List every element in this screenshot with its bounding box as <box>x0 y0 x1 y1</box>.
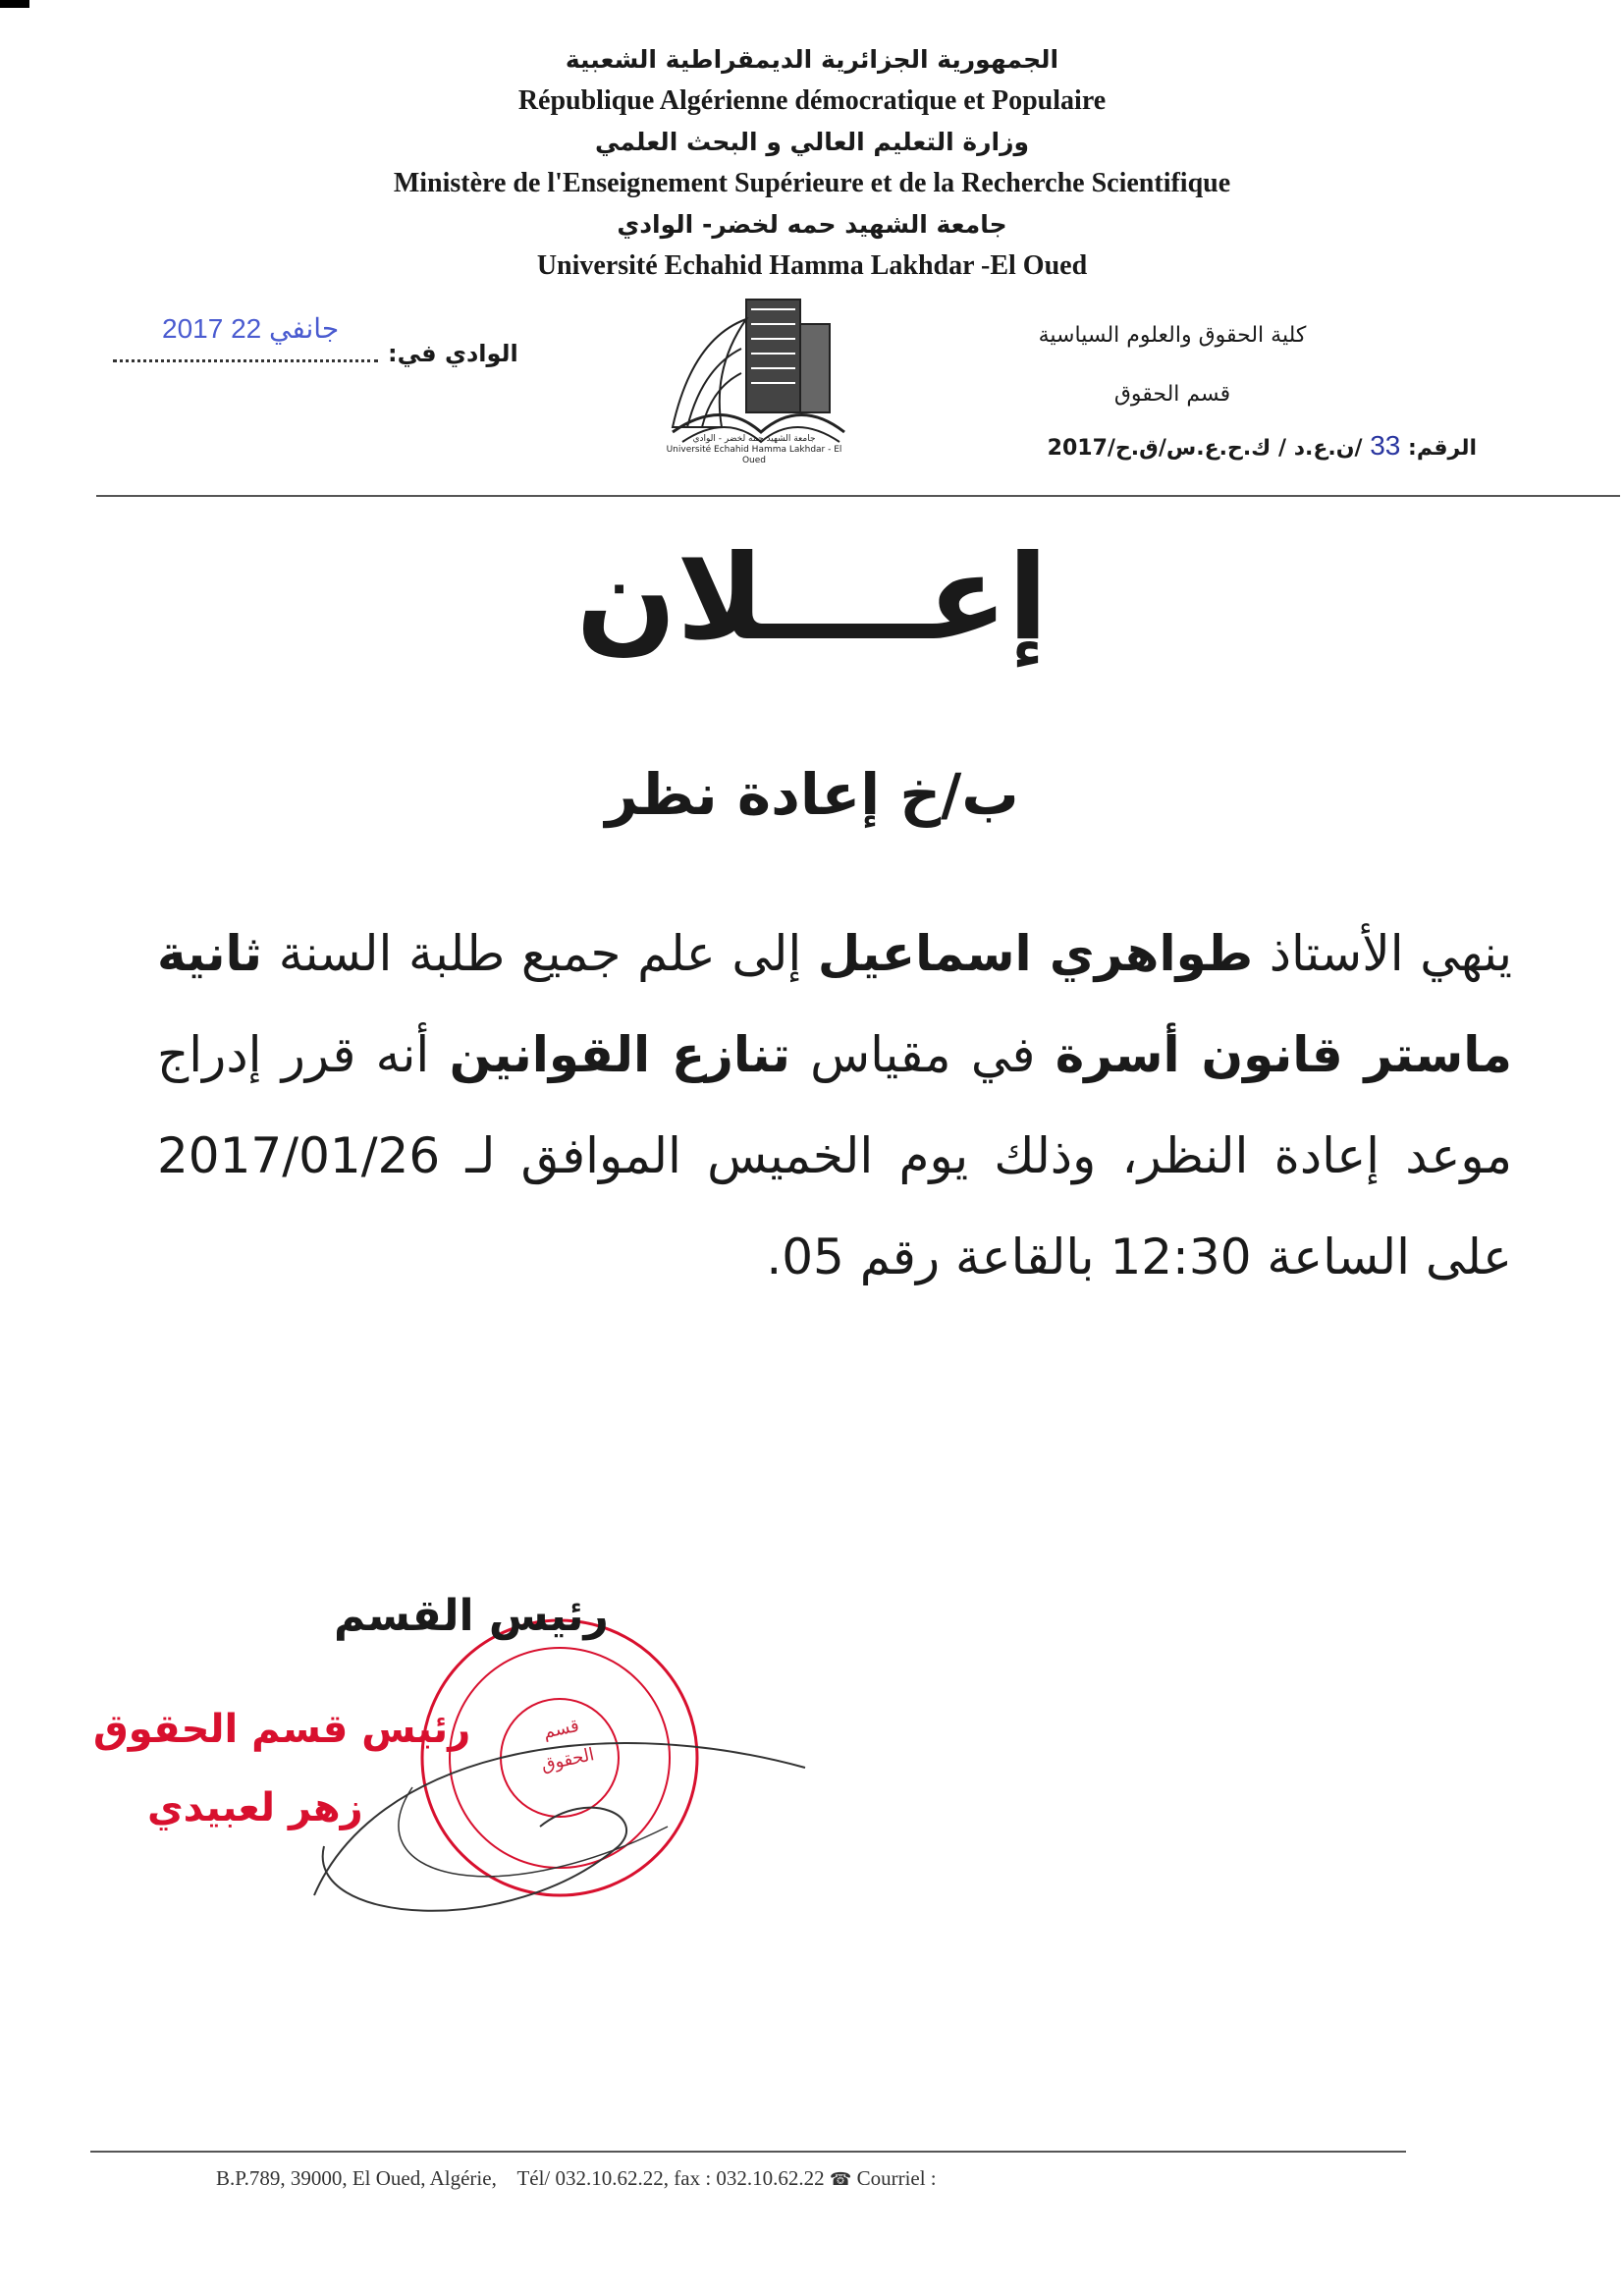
university-name-ar: جامعة الشهيد حمه لخضر- الوادي <box>617 210 1007 239</box>
body-part-3: في مقياس <box>789 1026 1056 1083</box>
department-name: قسم الحقوق <box>1113 382 1231 407</box>
phone-icon: ☎ <box>829 2169 852 2189</box>
announcement-subtitle: ب/خ إعادة نظر <box>605 761 1019 828</box>
signatory-name: زهر لعبيدي <box>147 1785 363 1830</box>
ministry-name-ar: وزارة التعليم العالي و البحث العلمي <box>594 128 1030 156</box>
body-part-4: أنه قرر إدراج موعد إعادة النظر، وذلك يوم الخميس الموافق لـ 2017/01/26 على الساعة 12:30 بالقاعة رقم 05. <box>157 1026 1512 1285</box>
republic-name-ar: الجمهورية الجزائرية الديمقراطية الشعبية <box>565 45 1059 74</box>
footer-divider <box>90 2151 1406 2153</box>
footer-email-label: Courriel : <box>856 2166 937 2190</box>
announcement-body <box>157 903 1512 1308</box>
date-dotted-line <box>113 359 378 362</box>
signature-title: رئيس القسم <box>334 1591 609 1641</box>
announcement-title: إعــــلان <box>575 530 1049 667</box>
header-divider <box>96 495 1620 497</box>
signature-role: رئيس قسم الحقوق <box>93 1707 471 1752</box>
faculty-name: كلية الحقوق والعلوم السياسية <box>1038 323 1307 348</box>
logo-caption-ar: جامعة الشهيد حمه لخضر - الوادي <box>692 434 816 444</box>
logo-caption-fr: Université Echahid Hamma Lakhdar - El Oued <box>666 445 842 465</box>
teacher-name: طواهري اسماعيل <box>817 925 1254 982</box>
seal-label: قسم الحقوق <box>539 1715 597 1776</box>
reference-code: /ن.ع.د / ك.ح.ع.س/ق.ح/2017 <box>1047 436 1363 461</box>
faculty-block <box>927 306 1418 424</box>
university-name-fr: Université Echahid Hamma Lakhdar -El Oued <box>536 250 1088 281</box>
letterhead <box>0 39 1624 287</box>
logo-caption <box>656 434 852 466</box>
official-seal-icon <box>295 1601 844 1954</box>
reference-label: الرقم: <box>1408 436 1477 461</box>
course-name: تنازع القوانين <box>449 1026 790 1083</box>
footer-address: B.P.789, 39000, El Oued, Algérie, Tél/ 032.10.62.22, fax : 032.10.62.22 <box>216 2166 825 2190</box>
date-label: الوادي في: <box>388 340 518 367</box>
reference-line <box>1048 430 1477 462</box>
body-part-1: ينهي الأستاذ <box>1253 925 1512 982</box>
footer-contact <box>216 2166 937 2191</box>
republic-name-fr: République Algérienne démocratique et Populaire <box>517 85 1107 116</box>
ministry-name-fr: Ministère de l'Enseignement Supérieure et de la Recherche Scientifique <box>393 168 1231 198</box>
reference-number: 33 <box>1370 430 1401 461</box>
body-part-2: إلى علم جميع طلبة السنة <box>262 925 818 982</box>
scan-edge-mark <box>0 0 29 8</box>
student-level: ثانية ماستر قانون أسرة <box>157 925 1512 1083</box>
date-stamp: 2017 جانفي 22 <box>162 313 340 344</box>
